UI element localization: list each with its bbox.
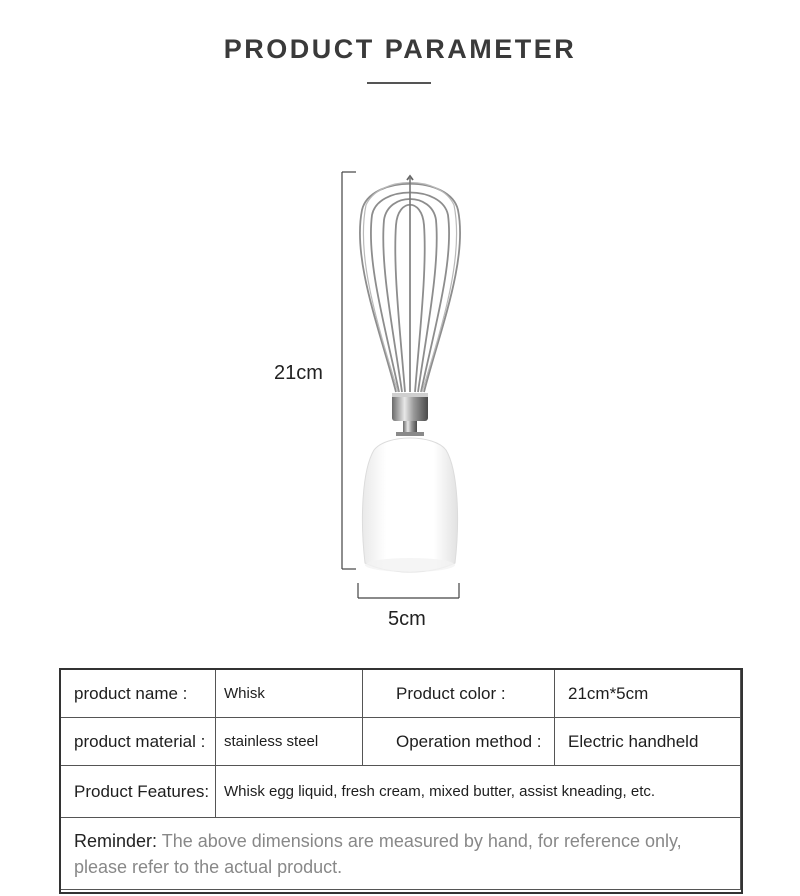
product-name-label: product name : xyxy=(61,670,216,718)
product-material-label: product material : xyxy=(61,718,216,766)
operation-method-label: Operation method : xyxy=(363,718,555,766)
table-row xyxy=(61,818,741,890)
width-label: 5cm xyxy=(388,608,426,630)
table-row xyxy=(61,766,741,818)
metal-collar xyxy=(392,393,428,421)
width-dimension-line xyxy=(358,583,459,598)
height-label: 21cm xyxy=(274,362,323,384)
reminder-text-line1: The above dimensions are measured by hand, for reference only, xyxy=(157,830,682,851)
reminder-label: Reminder: xyxy=(74,830,158,851)
product-features-value: Whisk egg liquid, fresh cream, mixed butter, assist kneading, etc. xyxy=(216,766,741,818)
page-title: PRODUCT PARAMETER xyxy=(223,34,577,64)
reminder-cell xyxy=(61,818,741,890)
table-row xyxy=(61,718,741,766)
parameter-table xyxy=(60,669,741,890)
white-housing xyxy=(362,438,457,572)
product-color-value: 21cm*5cm xyxy=(555,670,741,718)
table-row xyxy=(61,670,741,718)
operation-method-value: Electric handheld xyxy=(555,718,741,766)
product-features-label: Product Features: xyxy=(61,766,216,818)
product-material-value: stainless steel xyxy=(216,718,363,766)
product-name-value: Whisk xyxy=(216,670,363,718)
reminder-text-line2: please refer to the actual product. xyxy=(74,856,343,877)
whisk-wires xyxy=(360,176,460,392)
product-color-label: Product color : xyxy=(363,670,555,718)
height-dimension-line xyxy=(342,172,356,569)
